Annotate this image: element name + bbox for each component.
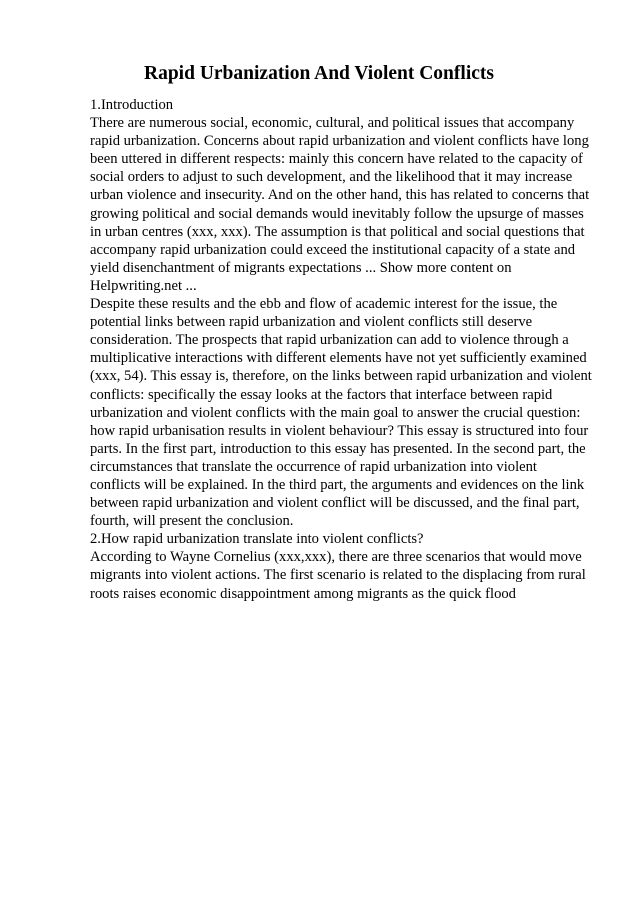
text-line: between rapid urbanization and violent conflict will be discussed, and the final part, xyxy=(90,495,580,512)
text-line: how rapid urbanisation results in violent behaviour? This essay is structured into four xyxy=(90,422,589,439)
text-line: roots raises economic disappointment among migrants as the quick flood xyxy=(90,585,516,602)
text-line: accompany rapid urbanization could exceed the institutional capacity of a state and xyxy=(90,241,576,258)
text-line: (xxx, 54). This essay is, therefore, on the links between rapid urbanization and violent xyxy=(90,368,592,385)
text-line: consideration. The prospects that rapid urbanization can add to violence through a xyxy=(90,332,569,349)
text-line: potential links between rapid urbanization and violent conflicts still deserve xyxy=(90,314,533,331)
text-line: There are numerous social, economic, cultural, and political issues that accompany xyxy=(90,115,575,132)
text-line: multiplicative interactions with different elements have not yet sufficiently examined xyxy=(90,350,587,367)
text-line: Helpwriting.net ... xyxy=(90,277,197,294)
text-line: According to Wayne Cornelius (xxx,xxx), there are three scenarios that would move xyxy=(90,549,582,566)
text-line: rapid urbanization. Concerns about rapid urbanization and violent conflicts have long xyxy=(90,133,589,150)
text-line: urban violence and insecurity. And on the other hand, this has related to concerns that xyxy=(90,187,590,204)
heading-section-2: 2.How rapid urbanization translate into violent conflicts? xyxy=(90,531,424,548)
text-line: in urban centres (xxx, xxx). The assumption is that political and social questions that xyxy=(90,223,585,240)
text-line: circumstances that translate the occurrence of rapid urbanization into violent xyxy=(90,458,537,475)
text-line: been uttered in different respects: mainly this concern have related to the capacity of xyxy=(90,151,583,168)
text-line: fourth, will present the conclusion. xyxy=(90,513,294,530)
document-body xyxy=(90,96,600,603)
text-line: conflicts will be explained. In the third part, the arguments and evidences on the link xyxy=(90,476,585,493)
text-line: social orders to adjust to such development, and the likelihood that it may increase xyxy=(90,169,573,186)
text-line: growing political and social demands would inevitably follow the upsurge of masses xyxy=(90,205,584,222)
text-line: conflicts: specifically the essay looks at the factors that interface between rapid xyxy=(90,386,553,403)
heading-introduction: 1.Introduction xyxy=(90,97,174,113)
document-title: Rapid Urbanization And Violent Conflicts xyxy=(144,63,494,84)
text-line: migrants into violent actions. The first scenario is related to the displacing from rural xyxy=(90,567,586,584)
text-line: parts. In the first part, introduction to this essay has presented. In the second part, the xyxy=(90,440,586,457)
text-line: yield disenchantment of migrants expectations ... Show more content on xyxy=(90,259,512,276)
text-line: Despite these results and the ebb and flow of academic interest for the issue, the xyxy=(90,296,558,313)
text-line: urbanization and violent conflicts with the main goal to answer the crucial question: xyxy=(90,404,581,421)
